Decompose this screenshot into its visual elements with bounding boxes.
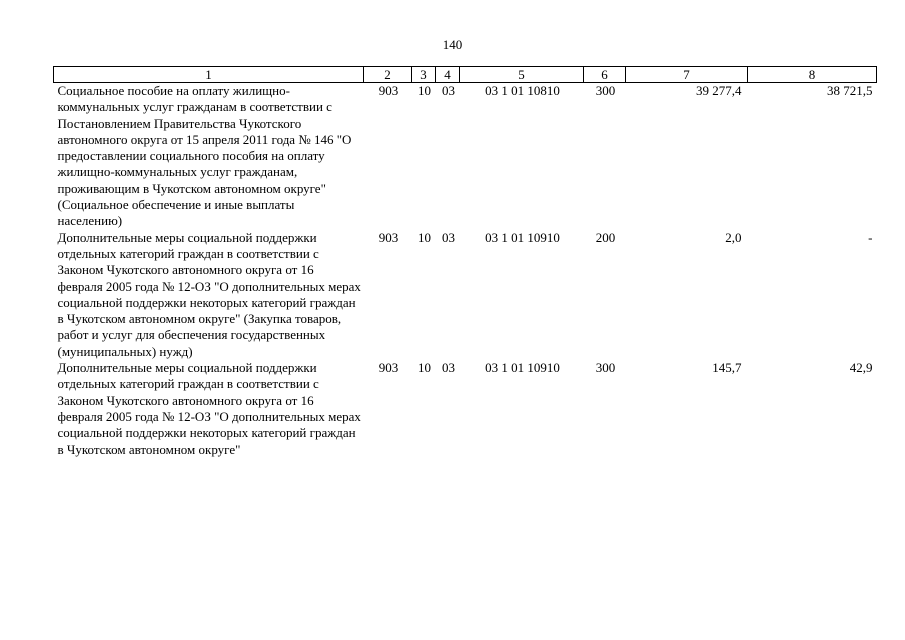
- row-name: Социальное пособие на оплату жилищно-коммунальных услуг гражданам в соответствии с Постановлением Правительства Чукотского автономного округа от 15 апреля 2011 года № 146 "О предоставлении социального пособия на оплату жилищно-коммунальных услуг гражданам, проживающим в Чукотском автономном округе" (Социальное обеспечение и иные выплаты населению): [57, 83, 352, 229]
- row-target-article: 03 1 01 10910: [485, 229, 560, 245]
- row-target-article: 03 1 01 10910: [485, 360, 560, 376]
- header-cell-5: 5: [460, 67, 584, 83]
- row-subsection: 03: [442, 229, 455, 245]
- row-section: 10: [418, 229, 431, 245]
- row-amount-2: -: [868, 229, 873, 245]
- header-cell-6: 6: [584, 67, 626, 83]
- table-row: [54, 83, 877, 230]
- row-amount-1: 145,7: [712, 360, 742, 376]
- row-amount-2: 38 721,5: [827, 83, 873, 98]
- row-amount-2: 42,9: [849, 360, 873, 376]
- header-cell-7: 7: [626, 67, 748, 83]
- row-ministry: 903: [378, 83, 399, 98]
- table-row: [54, 360, 877, 458]
- header-cell-3: 3: [412, 67, 436, 83]
- header-cell-4: 4: [436, 67, 460, 83]
- table-row: [54, 230, 877, 360]
- row-amount-1: 39 277,4: [696, 83, 742, 98]
- row-subsection: 03: [442, 83, 455, 98]
- row-target-article: 03 1 01 10810: [485, 83, 560, 98]
- page-number: 140: [442, 37, 463, 52]
- header-cell-8: 8: [748, 67, 877, 83]
- header-cell-1: 1: [54, 67, 364, 83]
- row-section: 10: [418, 360, 431, 376]
- row-name: Дополнительные меры социальной поддержки отдельных категорий граждан в соответствии с Законом Чукотского автономного округа от 16 февраля 2005 года № 12-ОЗ "О дополнительных мерах социальной поддержки некоторых категорий граждан в Чукотском автономном округе": [57, 360, 361, 457]
- row-amount-1: 2,0: [725, 229, 742, 245]
- row-expense-type: 200: [595, 229, 616, 245]
- row-expense-type: 300: [595, 83, 616, 98]
- table-header-row: [54, 67, 877, 83]
- budget-table: [53, 66, 877, 458]
- row-section: 10: [418, 83, 431, 98]
- row-expense-type: 300: [595, 360, 616, 376]
- row-subsection: 03: [442, 360, 455, 376]
- row-ministry: 903: [378, 360, 399, 376]
- header-cell-2: 2: [364, 67, 412, 83]
- row-ministry: 903: [378, 229, 399, 245]
- row-name: Дополнительные меры социальной поддержки отдельных категорий граждан в соответствии с Законом Чукотского автономного округа от 16 февраля 2005 года № 12-ОЗ "О дополнительных мерах социальной поддержки некоторых категорий граждан в Чукотском автономном округе" (Закупка товаров, работ и услуг для обеспечения государственных (муниципальных) нужд): [57, 229, 361, 359]
